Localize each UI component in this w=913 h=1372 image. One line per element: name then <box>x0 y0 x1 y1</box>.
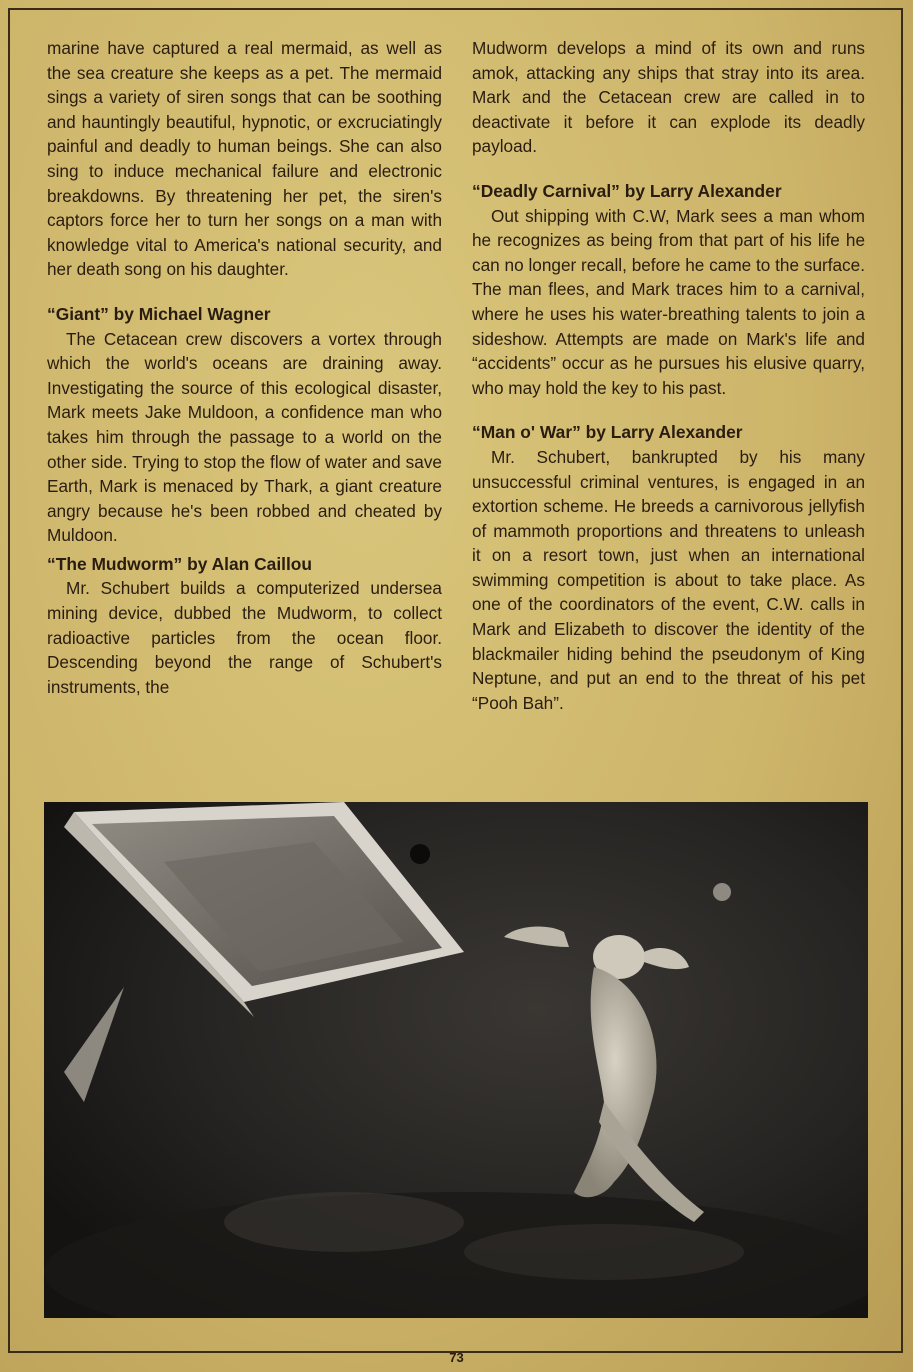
episode-title-mudworm: “The Mudworm” by Alan Caillou <box>47 553 313 574</box>
episode-title-deadly-carnival: “Deadly Carnival” by Larry Alexander <box>472 180 782 201</box>
right-column <box>472 36 865 715</box>
photo-underwater-scene <box>44 802 868 1318</box>
left-column <box>47 36 442 699</box>
episode-body-man-o-war: Mr. Schubert, bankrupted by his many unsuccessful criminal ventures, is engaged in an extortion scheme. He breeds a carnivorous jellyfish of mammoth proportions and threatens to unleash it on a resort town, just when an international swimming competition is about to take place. As one of the coordinators of the event, C.W. calls in Mark and Elizabeth to discover the identity of the blackmailer hiding behind the pseudonym of King Neptune, and put an end to the threat of his pet “Pooh Bah”. <box>472 446 865 713</box>
page-number: 73 <box>449 1350 464 1365</box>
episode-body-giant: The Cetacean crew discovers a vortex through which the world's oceans are draining away. Investigating the source of this ecological disaster, Mark meets Jake Muldoon, a confidence man who takes him through the passage to a world on the other side. Trying to stop the flow of water and save Earth, Mark is menaced by Thark, a giant creature angry because he's been robbed and cheated by Muldoon. <box>47 328 442 546</box>
photo-illustration <box>44 802 868 1318</box>
dark-particle <box>410 844 430 864</box>
episode-title-giant: “Giant” by Michael Wagner <box>47 303 271 324</box>
intro-paragraph: marine have captured a real mermaid, as well as the sea creature she keeps as a pet. The mermaid sings a variety of siren songs that can be soothing and hauntingly beautiful, hypnotic, or excruciatingly painful and deadly to human beings. She can also sing to induce mechanical failure and electronic breakdowns. By threatening her pet, the siren's captors force her to turn her songs on a man with knowledge vital to America's national security, and her death song on his daughter. <box>47 38 442 280</box>
bubble <box>713 883 731 901</box>
episode-body-mudworm-part1: Mr. Schubert builds a computerized undersea mining device, dubbed the Mudworm, to collect radioactive particles from the ocean floor. Descending beyond the range of Schubert's instruments, the <box>47 578 442 697</box>
episode-title-man-o-war: “Man o' War” by Larry Alexander <box>472 422 743 443</box>
episode-body-mudworm-part2: Mudworm develops a mind of its own and runs amok, attacking any ships that stray into its area. Mark and the Cetacean crew are called in to deactivate it before it can explode its deadly payload. <box>472 38 865 157</box>
episode-body-deadly-carnival: Out shipping with C.W, Mark sees a man whom he recognizes as being from that part of his life he can no longer recall, before he came to the surface. The man flees, and Mark traces him to a carnival, where he uses his water-breathing talents to join a sideshow. Attempts are made on Mark's life and “accidents” occur as he pursues his elusive quarry, who may hold the key to his past. <box>472 205 865 398</box>
